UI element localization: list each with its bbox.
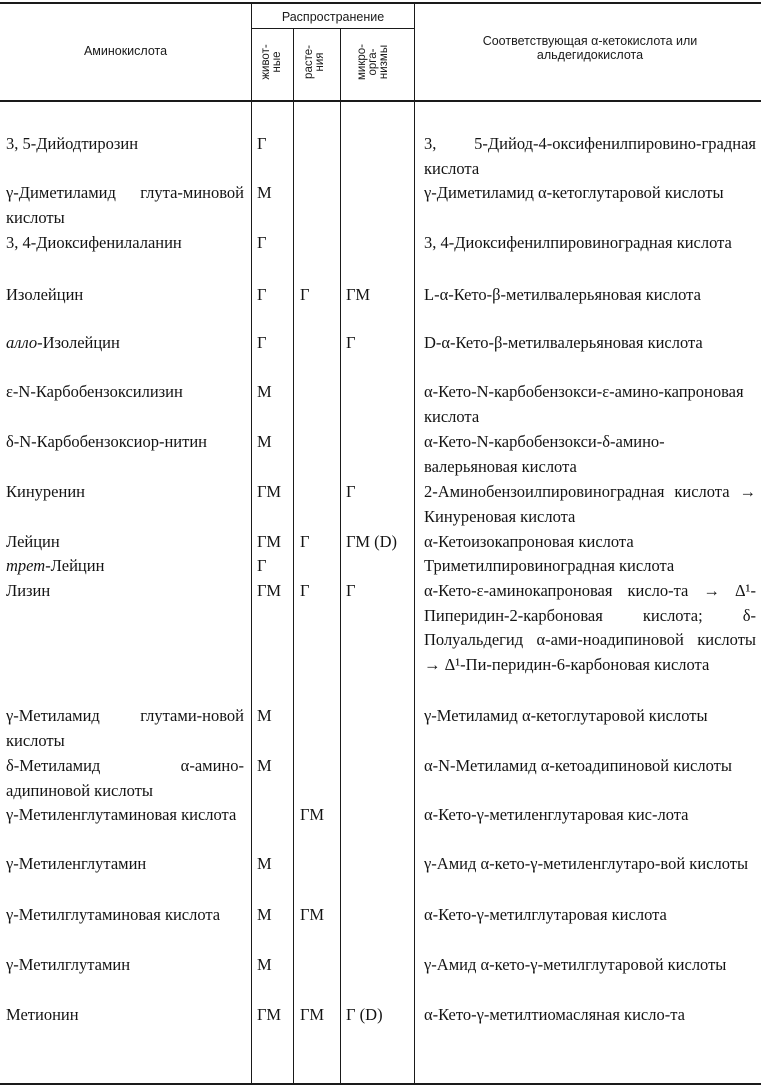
animals-value: ГМ — [257, 532, 281, 551]
animals-value: М — [257, 432, 272, 451]
animals-value: Г — [257, 285, 267, 304]
amino-acid-name-rest: -Лейцин — [45, 556, 105, 575]
amino-acid-name-rest: -Изолейцин — [37, 333, 120, 352]
animals-value: М — [257, 183, 272, 202]
header-distribution: Распространение — [281, 10, 385, 24]
keto-acid-text: Триметилпировиноградная кислота — [424, 556, 675, 575]
amino-acid-name: γ-Диметиламид глута-миновой кислоты — [6, 183, 244, 227]
keto-acid-text: 3, 4-Диоксифенилпировиноградная кислота — [424, 233, 732, 252]
plants-value: Г — [300, 285, 310, 304]
col-divider-micro — [414, 2, 415, 1083]
header-animals: живот- ные — [260, 44, 283, 80]
amino-acid-name: 3, 4-Диоксифенилаланин — [6, 233, 182, 252]
stereo-prefix: трет — [6, 556, 46, 575]
keto-acid-text: γ-Амид α-кето-γ-метиленглутаро-вой кислоты — [424, 854, 749, 873]
animals-value: М — [257, 905, 272, 924]
animals-value: Г — [257, 556, 267, 575]
keto-acid-text: 3, 5-Дийод-4-оксифенилпировино-градная кислота — [424, 134, 756, 178]
top-rule — [0, 2, 761, 4]
keto-acid-text: γ-Метиламид α-кетоглутаровой кислоты — [424, 706, 708, 725]
header-bottom-rule — [0, 100, 761, 102]
amino-acid-name: γ-Метиленглутаминовая кислота — [6, 805, 237, 824]
keto-acid-text: α-Кетоизокапроновая кислота — [424, 532, 634, 551]
micro-value: ГМ — [346, 285, 370, 304]
micro-value: Г — [346, 482, 356, 501]
col-divider-name — [251, 2, 252, 1083]
keto-acid-text: 2-Аминобензоилпировиноградная кислота → Кинуреновая кислота — [424, 482, 756, 526]
keto-acid-text: γ-Амид α-кето-γ-метилглутаровой кислоты — [424, 955, 727, 974]
amino-acid-name — [6, 331, 244, 356]
amino-acid-name: γ-Метиламид глутами-новой кислоты — [6, 706, 244, 750]
amino-acid-name: δ-Метиламид α-амино-адипиновой кислоты — [6, 756, 244, 800]
distribution-underline — [252, 28, 414, 29]
bottom-rule — [0, 1083, 761, 1085]
col-divider-animals — [293, 28, 294, 1083]
plants-value: Г — [300, 581, 310, 600]
animals-value: ГМ — [257, 1005, 281, 1024]
keto-acid-text: γ-Диметиламид α-кетоглутаровой кислоты — [424, 183, 724, 202]
keto-acid-text: L-α-Кето-β-метилвалерьяновая кислота — [424, 285, 701, 304]
amino-acid-name: Кинуренин — [6, 482, 85, 501]
micro-value: ГМ (D) — [346, 532, 398, 551]
amino-acid-name: 3, 5-Дийодтирозин — [6, 134, 139, 153]
header-plants: расте- ния — [303, 45, 326, 79]
col-divider-plants — [340, 28, 341, 1083]
animals-value: Г — [257, 333, 267, 352]
micro-value: Г — [346, 581, 356, 600]
keto-acid-text: D-α-Кето-β-метилвалерьяновая кислота — [424, 333, 703, 352]
plants-value: Г — [300, 532, 310, 551]
animals-value: ГМ — [257, 581, 281, 600]
animals-value: Г — [257, 134, 267, 153]
header-keto-acid: Соответствующая α-кетокислота или альдегидокислота — [482, 34, 698, 62]
keto-acid-text: α-Кето-γ-метилглутаровая кислота — [424, 905, 667, 924]
keto-acid-text: α-Кето-γ-метиленглутаровая кис-лота — [424, 805, 689, 824]
amino-acid-name: δ-N-Карбобензоксиор-нитин — [6, 432, 207, 451]
amino-acid-name: γ-Метилглутамин — [6, 955, 131, 974]
amino-acid-name: ε-N-Карбобензоксилизин — [6, 382, 183, 401]
keto-acid-text: α-Кето-γ-метилтиомасляная кисло-та — [424, 1005, 685, 1024]
amino-acid-name — [6, 554, 244, 579]
animals-value: М — [257, 955, 272, 974]
amino-acid-name: Лейцин — [6, 532, 60, 551]
micro-value: Г — [346, 333, 356, 352]
header-amino-acid: Аминокислота — [83, 44, 168, 58]
micro-value: Г (D) — [346, 1005, 383, 1024]
amino-acid-name: γ-Метилглутаминовая кислота — [6, 905, 221, 924]
plants-value: ГМ — [300, 1005, 324, 1024]
header-micro: микро- орга- низмы — [356, 44, 390, 80]
animals-value: ГМ — [257, 482, 281, 501]
amino-acid-name: Изолейцин — [6, 285, 84, 304]
amino-acid-name: γ-Метиленглутамин — [6, 854, 147, 873]
keto-acid-text: α-N-Метиламид α-кетоадипиновой кислоты — [424, 756, 732, 775]
keto-acid-text: α-Кето-ε-аминокапроновая кисло-та → Δ¹-Пиперидин-2-карбоновая кислота; δ-Полуальдегид α-ами-ноадипиновой кислоты → Δ¹-Пи-перидин-6-карбоновая кислота — [424, 581, 756, 674]
animals-value: М — [257, 382, 272, 401]
plants-value: ГМ — [300, 905, 324, 924]
stereo-prefix: алло — [6, 333, 38, 352]
keto-acid-text: α-Кето-N-карбобензокси-ε-амино-капроновая кислота — [424, 382, 744, 426]
animals-value: М — [257, 706, 272, 725]
amino-acid-name: Метионин — [6, 1005, 79, 1024]
keto-acid-text: α-Кето-N-карбобензокси-δ-амино-валерьяновая кислота — [424, 432, 665, 476]
amino-acid-name: Лизин — [6, 581, 51, 600]
animals-value: Г — [257, 233, 267, 252]
animals-value: М — [257, 756, 272, 775]
plants-value: ГМ — [300, 805, 324, 824]
animals-value: М — [257, 854, 272, 873]
